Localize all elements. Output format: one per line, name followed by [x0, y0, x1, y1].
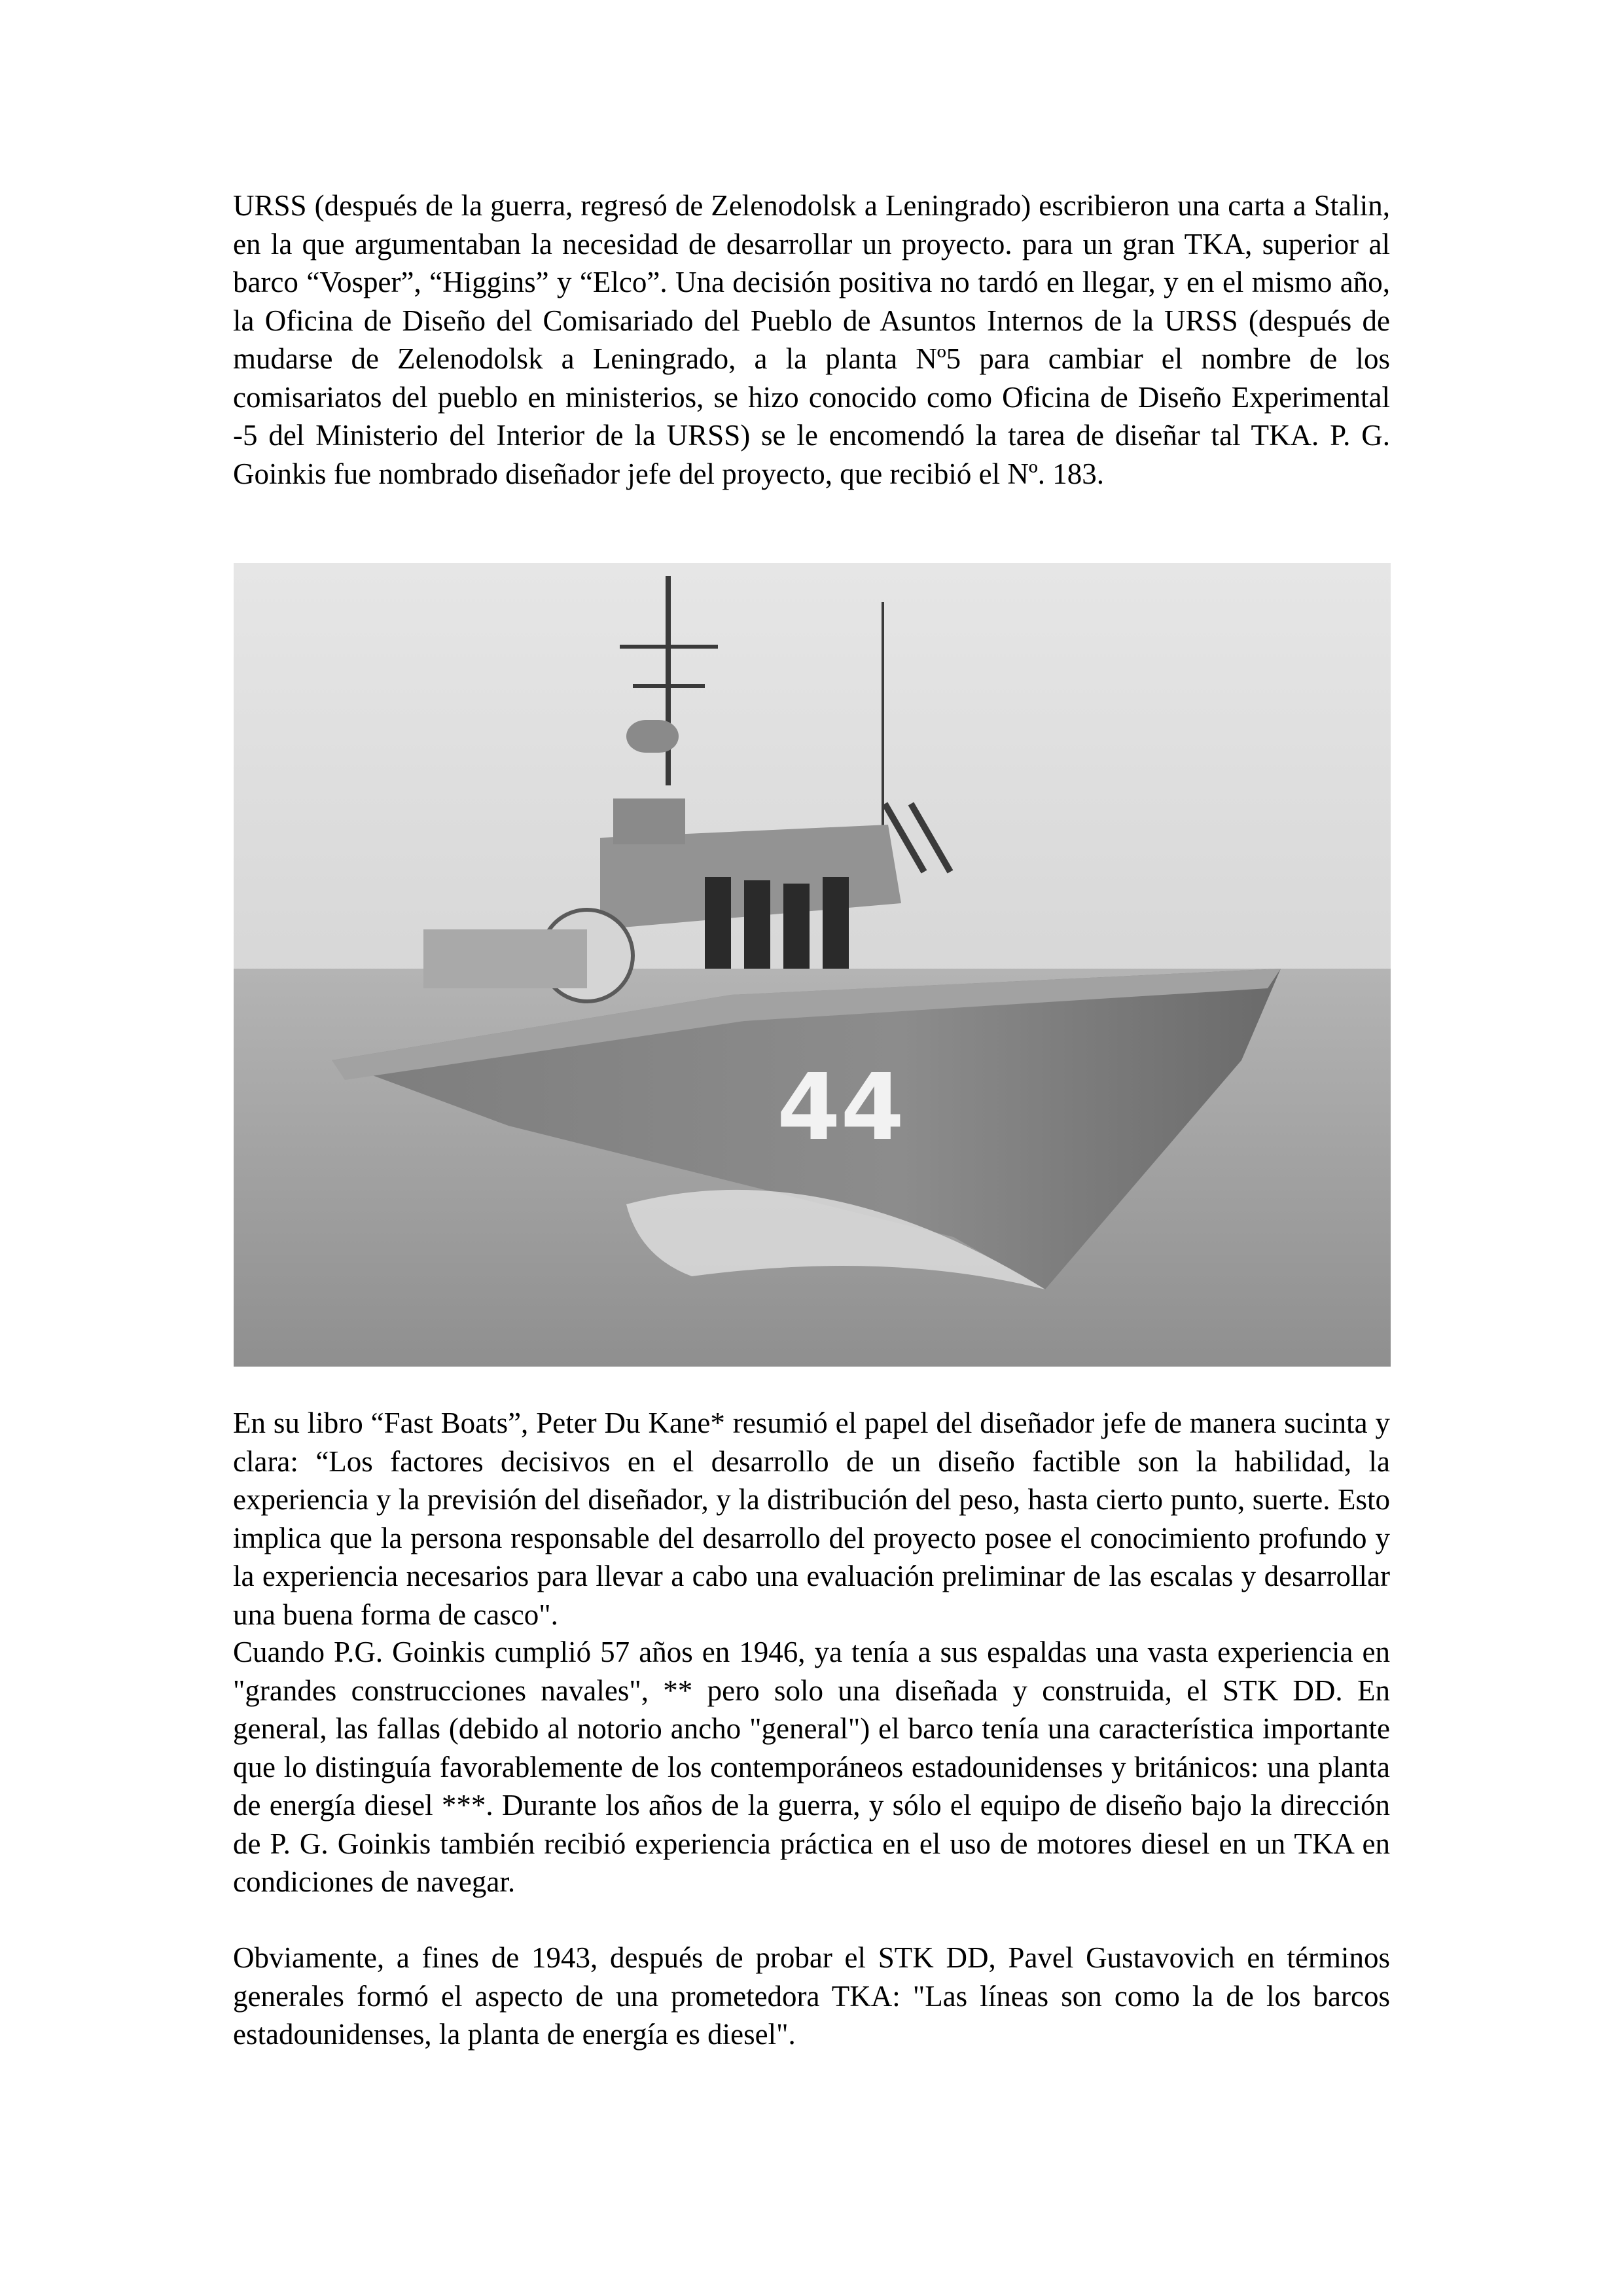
hull-number-label: 44 [777, 1054, 904, 1161]
paragraph-3: Cuando P.G. Goinkis cumplió 57 años en 1946, ya tenía a sus espaldas una vasta experiencia en "grandes construcciones navales", ** pero solo una diseñada y construida, el STK DD. En general, las fallas (debido al notorio ancho "general") el barco tenía una característica importante que lo distinguía favorablemente de los contemporáneos estadounidenses y británicos: una planta de energía diesel ***. Durante los años de la guerra, y sólo el equipo de diseño bajo la dirección de P. G. Goinkis también recibió experiencia práctica en el uso de motores diesel en un TKA en condiciones de navegar. [233, 1636, 1390, 1898]
paragraph-4: Obviamente, a fines de 1943, después de probar el STK DD, Pavel Gustavovich en términos generales formó el aspecto de una prometedora TKA: "Las líneas son como la de los barcos estadounidenses, la planta de energía es diesel". [233, 1941, 1390, 2051]
torpedo-boat-photo [234, 563, 1391, 1367]
paragraph-1: URSS (después de la guerra, regresó de Zelenodolsk a Leningrado) escribieron una carta a Stalin, en la que argumentaban la necesidad de desarrollar un proyecto. para un gran TKA, superior al barco “Vosper”, “Higgins” y “Elco”. Una decisión positiva no tardó en llegar, y en el mismo año, la Oficina de Diseño del Comisariado del Pueblo de Asuntos Internos de la URSS (después de mudarse de Zelenodolsk a Leningrado, a la planta Nº5 para cambiar el nombre de los comisariatos del pueblo en ministerios, se hizo conocido como Oficina de Diseño Experimental -5 del Ministerio del Interior de la URSS) se le encomendó la tarea de diseñar tal TKA. P. G. Goinkis fue nombrado diseñador jefe del proyecto, que recibió el Nº. 183. [233, 189, 1390, 490]
paragraph-2: En su libro “Fast Boats”, Peter Du Kane* resumió el papel del diseñador jefe de manera sucinta y clara: “Los factores decisivos en el desarrollo de un diseño factible son la habilidad, la experiencia y la previsión del diseñador, y la distribución del peso, hasta cierto punto, suerte. Esto implica que la persona responsable del desarrollo del proyecto posee el conocimiento profundo y la experiencia necesarios para llevar a cabo una evaluación preliminar de las escalas y desarrollar una buena forma de casco". [233, 1407, 1390, 1631]
